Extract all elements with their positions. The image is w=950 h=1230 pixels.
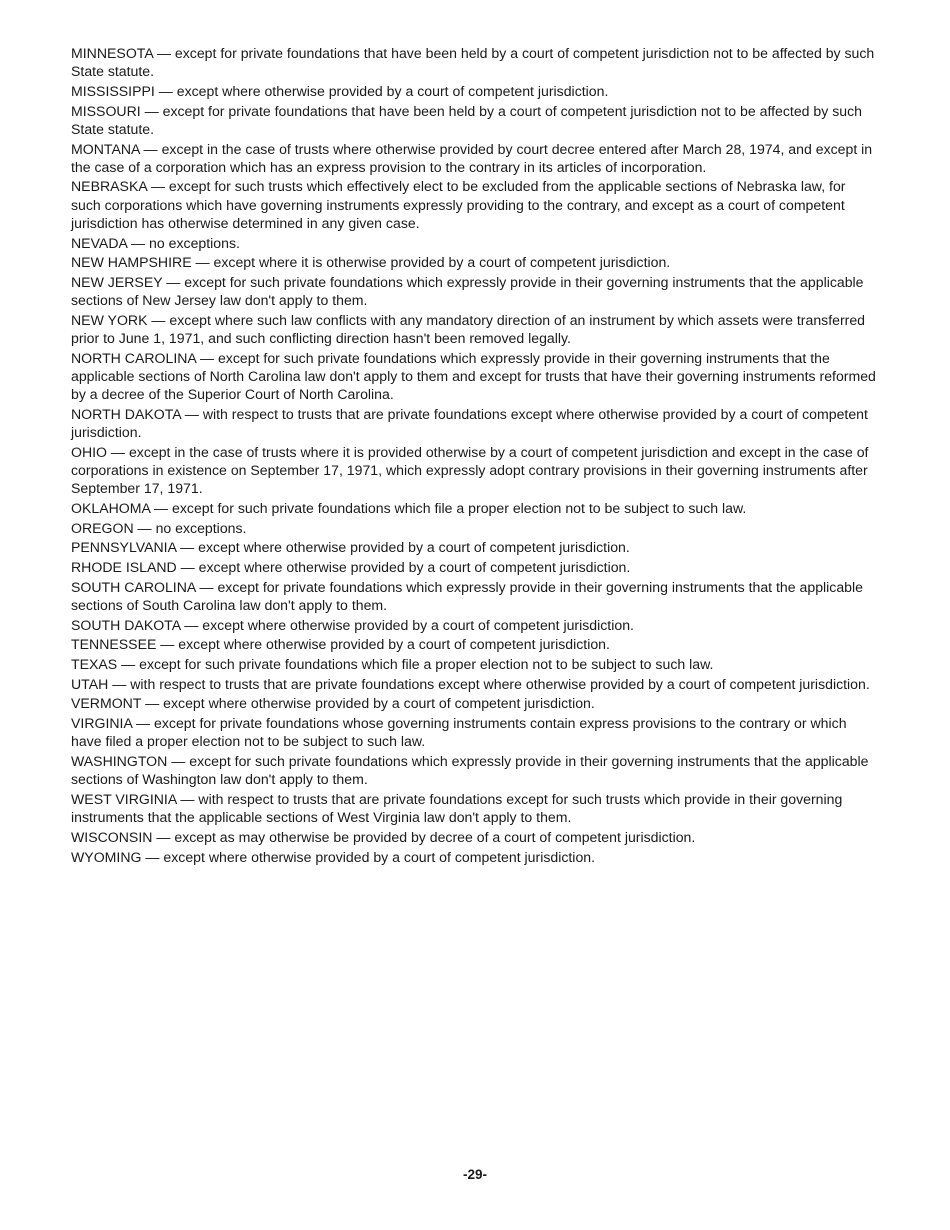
state-entry-nevada: NEVADA — no exceptions. — [71, 234, 240, 251]
state-entry-new-york: NEW YORK — except where such law conflicts with any mandatory direction of an instrument by which assets were transferred prior to June 1, 1971, and such conflicting direction hasn't been removed legally. — [71, 311, 866, 347]
state-entry-pennsylvania: PENNSYLVANIA — except where otherwise provided by a court of competent jurisdiction. — [71, 539, 630, 556]
page-number: -29- — [462, 1167, 487, 1182]
state-entry-virginia: VIRGINIA — except for private foundations whose governing instruments contain express provisions to the contrary or which have filed a proper election not to be subject to such law. — [71, 715, 847, 750]
state-entry-south-dakota: SOUTH DAKOTA — except where otherwise provided by a court of competent jurisdiction. — [71, 616, 634, 633]
state-entry-new-jersey: NEW JERSEY — except for such private foundations which expressly provide in their governing instruments that the applicable sections of New Jersey law don't apply to them. — [71, 273, 864, 309]
state-entry-oregon: OREGON — no exceptions. — [71, 519, 247, 536]
state-entry-vermont: VERMONT — except where otherwise provided by a court of competent jurisdiction. — [71, 695, 595, 712]
state-entry-ohio: OHIO — except in the case of trusts where it is provided otherwise by a court of competent jurisdiction and except in the case of corporations in existence on September 17, 1971, which expressly adopt contrary provisions in their governing instruments after September 17, 1971. — [71, 443, 869, 497]
state-entry-washington: WASHINGTON — except for such private foundations which expressly provide in their governing instruments that the applicable sections of Washington law don't apply to them. — [71, 753, 869, 788]
state-entry-wyoming: WYOMING — except where otherwise provided by a court of competent jurisdiction. — [71, 848, 596, 865]
state-entry-north-dakota: NORTH DAKOTA — with respect to trusts that are private foundations except where otherwise provided by a court of competent jurisdiction. — [71, 405, 868, 441]
state-entry-rhode-island: RHODE ISLAND — except where otherwise provided by a court of competent jurisdiction. — [71, 558, 631, 575]
state-entry-west-virginia: WEST VIRGINIA — with respect to trusts that are private foundations except for such trusts which provide in their governing instruments that the applicable sections of West Virginia law don't apply to them. — [71, 790, 843, 826]
state-entry-south-carolina: SOUTH CAROLINA — except for private foundations which expressly provide in their governing instruments that the applicable sections of South Carolina law don't apply to them. — [71, 578, 863, 613]
state-entry-wisconsin: WISCONSIN — except as may otherwise be provided by decree of a court of competent jurisdiction. — [71, 828, 696, 845]
state-entry-oklahoma: OKLAHOMA — except for such private foundations which file a proper election not to be subject to such law. — [71, 499, 747, 516]
state-entry-new-hampshire: NEW HAMPSHIRE — except where it is otherwise provided by a court of competent jurisdiction. — [71, 254, 671, 271]
state-entry-mississippi: MISSISSIPPI — except where otherwise provided by a court of competent jurisdiction. — [71, 82, 609, 99]
state-entry-tennessee: TENNESSEE — except where otherwise provided by a court of competent jurisdiction. — [71, 636, 610, 653]
state-entry-nebraska: NEBRASKA — except for such trusts which effectively elect to be excluded from the applicable sections of Nebraska law, for such corporations which have governing instruments expressly providing to the contrary, and except as a court of competent jurisdiction has otherwise determined in any given case. — [71, 178, 846, 231]
state-entry-texas: TEXAS — except for such private foundations which file a proper election not to be subject to such law. — [71, 656, 714, 672]
state-entry-montana: MONTANA — except in the case of trusts where otherwise provided by court decree entered after March 28, 1974, and except in the case of a corporation which has an express provision to the contrary in its articles of incorporation. — [71, 140, 873, 175]
state-entry-missouri: MISSOURI — except for private foundations that have been held by a court of competent jurisdiction not to be affected by such State statute. — [71, 102, 863, 137]
state-entry-north-carolina: NORTH CAROLINA — except for such private foundations which expressly provide in their governing instruments that the applicable sections of North Carolina law don't apply to them and except for trusts that have their governing instruments reformed by a decree of the Superior Court of North Carolina. — [71, 349, 876, 403]
document-body — [71, 44, 879, 867]
state-entry-minnesota: MINNESOTA — except for private foundations that have been held by a court of competent jurisdiction not to be affected by such State statute. — [71, 45, 875, 80]
state-entry-utah: UTAH — with respect to trusts that are private foundations except where otherwise provided by a court of competent jurisdiction. — [71, 675, 870, 692]
